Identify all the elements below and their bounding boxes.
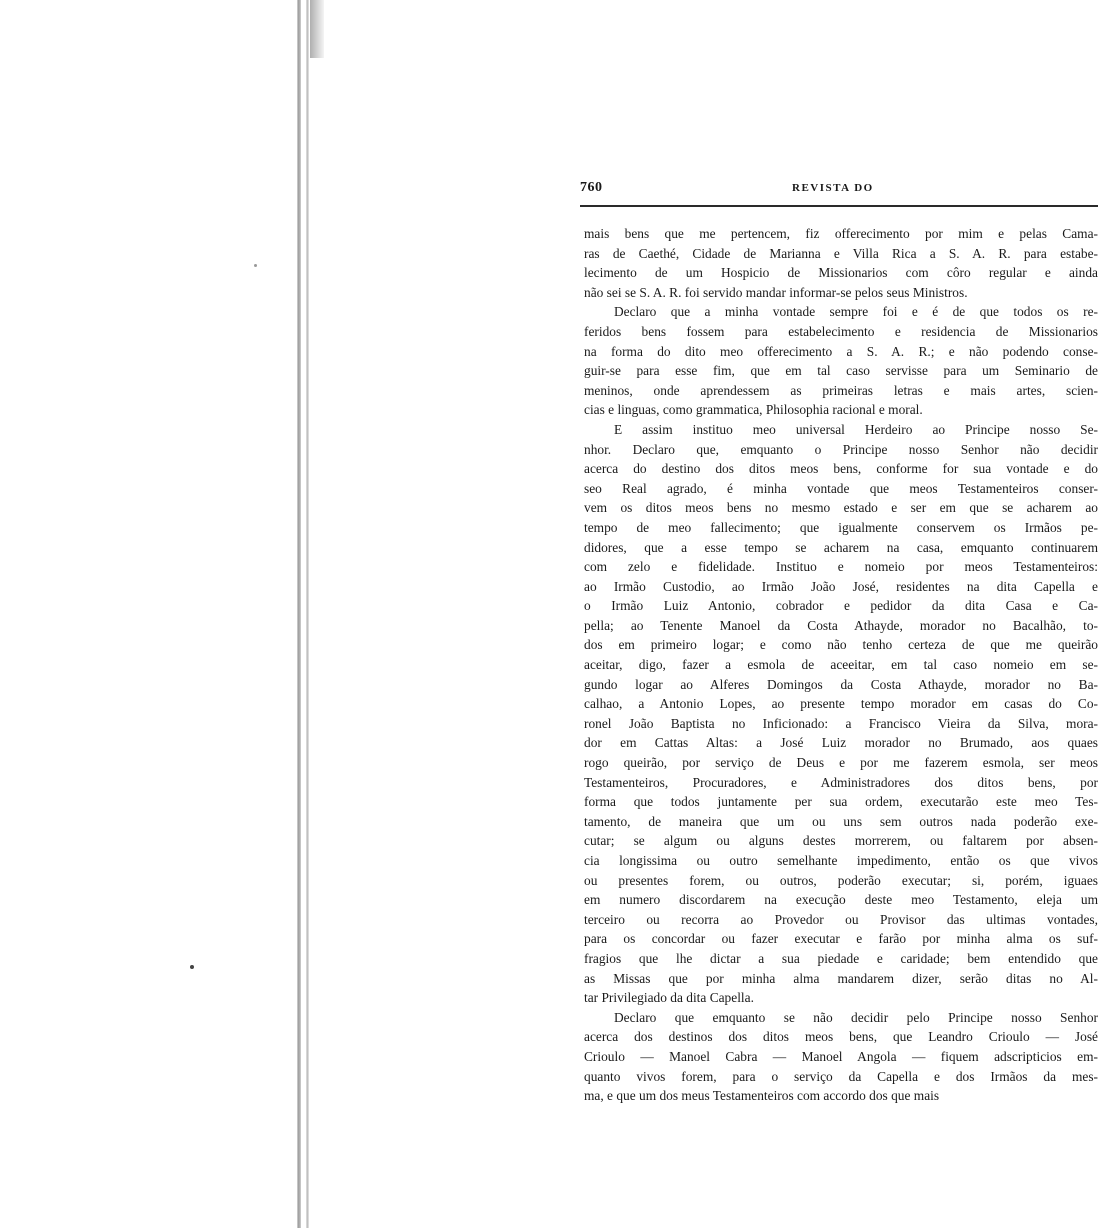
text-line: ronel João Baptista no Inficionado: a Francisco Vieira da Silva, mora- (584, 715, 1098, 731)
text-line: acerca dos destinos dos ditos meos bens, que Leandro Crioulo — José (584, 1029, 1098, 1045)
paper-speck (254, 264, 257, 267)
text-line: tempo de meo fallecimento; que igualmente conservem os Irmãos pe- (584, 519, 1098, 535)
text-line: em numero discordarem na execução deste meo Testamento, eleja um (584, 892, 1098, 908)
text-line: tamento, de maneira que um ou uns sem outros nada poderão exe- (584, 813, 1098, 829)
text-line: vem os ditos meos bens no mesmo estado e ser em que se acharem ao (584, 500, 1098, 516)
text-line: o Irmão Luiz Antonio, cobrador e pedidor da dita Casa e Ca- (584, 598, 1098, 614)
text-line: forma que todos juntamente per sua ordem, executarão este meo Tes- (584, 794, 1098, 810)
running-head (580, 180, 1098, 204)
text-line: cias e linguas, como grammatica, Philosophia racional e moral. (584, 402, 923, 418)
text-line: cutar; se algum ou alguns destes morrerem, ou faltarem por absen- (584, 833, 1098, 849)
text-line: cia longissima ou outro semelhante impedimento, então os que vivos (584, 853, 1098, 868)
page-gutter (297, 0, 301, 1228)
text-line: Crioulo — Manoel Cabra — Manoel Angola — fiquem adscripticios em- (584, 1048, 1098, 1064)
text-line: terceiro ou recorra ao Provedor ou Provisor das ultimas vontades, (584, 911, 1098, 927)
paragraph (584, 224, 1098, 302)
text-line: ras de Caethé, Cidade de Marianna e Villa Rica a S. A. R. para estabe- (584, 245, 1098, 261)
paragraph (584, 420, 1098, 1008)
text-line: E assim instituo meo universal Herdeiro ao Principe nosso Se- (614, 421, 1098, 437)
page-body-text (584, 224, 1098, 1106)
text-line: Declaro que emquanto se não decidir pelo Principe nosso Senhor (614, 1009, 1098, 1025)
text-line: feridos bens fossem para estabelecimento e residencia de Missionarios (584, 323, 1098, 339)
text-line: Testamenteiros, Procuradores, e Administradores dos ditos bens, por (584, 774, 1098, 790)
text-line: gundo logar ao Alferes Domingos da Costa Athayde, morador no Ba- (584, 676, 1098, 692)
text-line: não sei se S. A. R. foi servido mandar informar-se pelos seus Ministros. (584, 284, 968, 300)
text-line: nhor. Declaro que, emquanto o Principe nosso Senhor não decidir (584, 441, 1098, 457)
text-line: seo Real agrado, é minha vontade que meos Testamenteiros conser- (584, 480, 1098, 496)
page-number: 760 (580, 180, 603, 195)
paragraph (584, 302, 1098, 420)
text-line: com zelo e fidelidade. Instituo e nomeio por meos Testamenteiros: (584, 559, 1098, 575)
paper-speck (190, 965, 194, 969)
text-line: fragios que lhe dictar a sua piedade e caridade; bem entendido que (584, 950, 1098, 966)
text-line: acerca do destino dos ditos meos bens, conforme for sua vontade e do (584, 461, 1098, 477)
header-rule (580, 205, 1098, 207)
text-line: dor em Cattas Altas: a José Luiz morador no Brumado, aos quaes (584, 735, 1098, 751)
text-line: para os concordar ou fazer executar e farão por minha alma os suf- (584, 931, 1098, 947)
text-line: aceitar, digo, fazer a esmola de aceeitar, em tal caso nomeio em se- (584, 657, 1098, 673)
text-line: pella; ao Tenente Manoel da Costa Athayde, morador no Bacalhão, to- (584, 617, 1098, 633)
text-line: rogo queirão, por serviço de Deus e por me fazerem esmola, ser meos (584, 755, 1098, 771)
text-line: dos em primeiro logar; e como não tenho certeza de que me queirão (584, 637, 1098, 653)
text-line: guir-se para esse fim, que em tal caso servisse para um Seminario de (584, 363, 1098, 379)
text-line: Declaro que a minha vontade sempre foi e é de que todos os re- (614, 304, 1098, 320)
text-line: ou presentes forem, ou outros, poderão executar; si, porém, iguaes (584, 872, 1098, 888)
page-gutter-shadow (306, 0, 309, 1228)
binding-mark (310, 0, 324, 58)
text-line: ao Irmão Custodio, ao Irmão João José, residentes na dita Capella e (584, 578, 1098, 594)
paragraph (584, 1008, 1098, 1106)
running-title: REVISTA DO (792, 182, 874, 194)
text-line: didores, que a esse tempo se acharem na casa, emquanto continuarem (584, 539, 1098, 555)
text-line: meninos, onde aprendessem as primeiras letras e mais artes, scien- (584, 382, 1098, 398)
text-line: lecimento de um Hospicio de Missionarios com côro regular e ainda (584, 265, 1098, 281)
text-line: na forma do dito meo offerecimento a S. A. R.; e não podendo conse- (584, 343, 1098, 359)
text-line: as Missas que por minha alma mandarem dizer, serão ditas no Al- (584, 970, 1098, 986)
text-line: calhao, a Antonio Lopes, ao presente tempo morador em casas do Co- (584, 696, 1098, 712)
text-line: mais bens que me pertencem, fiz offerecimento por mim e pelas Cama- (584, 226, 1098, 241)
text-line: quanto vivos forem, para o serviço da Capella e dos Irmãos da mes- (584, 1068, 1098, 1084)
text-line: ma, e que um dos meus Testamenteiros com accordo dos que mais (584, 1088, 940, 1104)
text-line: tar Privilegiado da dita Capella. (584, 990, 754, 1006)
